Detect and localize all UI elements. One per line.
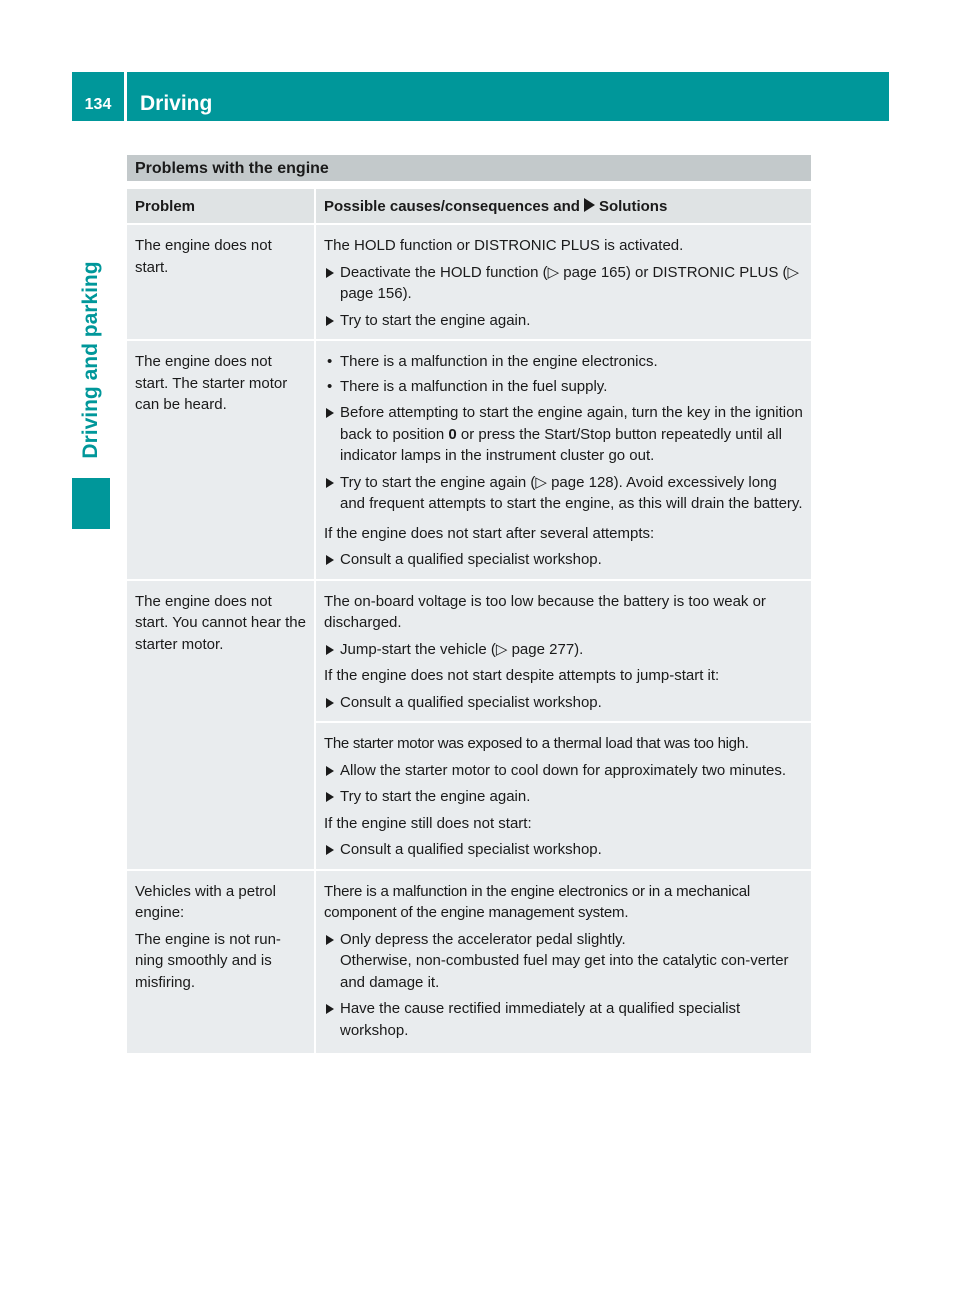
solution-cell bbox=[314, 341, 811, 579]
side-tab-marker bbox=[72, 478, 110, 529]
page-number: 134 bbox=[84, 96, 112, 113]
solution-block bbox=[316, 871, 811, 1054]
solution-block bbox=[316, 225, 811, 339]
note-text: If the engine does not start despite attempts to jump-start it: bbox=[324, 667, 720, 684]
problem-text: The engine does not start. bbox=[135, 237, 272, 276]
col-header-solutions bbox=[314, 189, 811, 223]
note-text: If the engine still does not start: bbox=[324, 814, 532, 832]
problem-cell bbox=[127, 871, 314, 1054]
action-step: Allow the starter motor to cool down for approximately two minutes. bbox=[324, 760, 803, 782]
table-title: Problems with the engine bbox=[127, 155, 811, 181]
problem-cell bbox=[127, 581, 314, 869]
solution-block bbox=[316, 581, 811, 722]
action-step: Consult a qualified specialist workshop. bbox=[324, 549, 803, 571]
header-divider bbox=[124, 72, 127, 121]
solution-block bbox=[316, 721, 811, 869]
action-step: Consult a qualified specialist workshop. bbox=[324, 839, 803, 861]
problem-cell bbox=[127, 341, 314, 579]
table-header-row bbox=[127, 189, 811, 223]
play-arrow-icon bbox=[584, 198, 595, 212]
problems-table bbox=[127, 189, 811, 1053]
action-step: Deactivate the HOLD function (▷ page 165) or DISTRONIC PLUS (▷ page 156). bbox=[324, 262, 803, 305]
cause-text: There is a malfunction in the engine electronics or in a mechanical component of the engine management system. bbox=[324, 882, 751, 921]
action-step: Jump-start the vehicle (▷ page 277). bbox=[324, 639, 803, 661]
table-row bbox=[127, 581, 811, 869]
cause-bullet: • There is a malfunction in the fuel supply. bbox=[324, 376, 803, 398]
side-tab-label: Driving and parking bbox=[79, 261, 102, 459]
action-step: Try to start the engine again. bbox=[324, 786, 803, 808]
action-step: Have the cause rectified immediately at a qualified specialist workshop. bbox=[324, 998, 803, 1041]
solution-cell bbox=[314, 225, 811, 339]
section-title: Driving bbox=[140, 92, 213, 115]
action-step: Consult a qualified specialist workshop. bbox=[324, 692, 803, 714]
col-header-solutions-text: Possible causes/consequences and bbox=[324, 198, 580, 215]
table-row bbox=[127, 871, 811, 1054]
solution-block bbox=[316, 341, 811, 579]
cause-bullet: • There is a malfunction in the engine electronics. bbox=[324, 351, 803, 373]
col-header-solutions-suffix: Solutions bbox=[598, 198, 668, 215]
cause-text: The starter motor was exposed to a thermal load that was too high. bbox=[324, 735, 749, 752]
cause-text: The on-board voltage is too low because the battery is too weak or discharged. bbox=[324, 592, 766, 631]
problem-text: Vehicles with a petrol engine: bbox=[135, 882, 276, 921]
action-step-note: Otherwise, non-combusted fuel may get into the catalytic con-verter and damage it. bbox=[340, 952, 789, 991]
col-header-problem: Problem bbox=[135, 198, 196, 215]
key-position: 0 bbox=[448, 425, 457, 443]
action-step: Try to start the engine again. bbox=[324, 310, 803, 332]
solution-cell bbox=[314, 871, 811, 1054]
solution-cell bbox=[314, 581, 811, 869]
note-text: If the engine does not start after several attempts: bbox=[324, 524, 655, 542]
action-step: Try to start the engine again (▷ page 128). Avoid excessively long and frequent attempts to start the engine, as this will drain the battery. bbox=[324, 472, 803, 515]
action-step: Only depress the accelerator pedal slightly. bbox=[324, 929, 803, 951]
table-row bbox=[127, 225, 811, 339]
side-tab bbox=[72, 240, 110, 480]
problem-cell bbox=[127, 225, 314, 339]
problem-text: The engine is not run-ning smoothly and is misfiring. bbox=[135, 930, 281, 991]
action-step-text-cont: or press the Start/Stop button repeatedly until all indicator lamps in the instrument cluster go out. bbox=[340, 425, 782, 464]
action-step-text: Before attempting to start the engine again, turn the key in the ignition back to position bbox=[340, 404, 803, 443]
problem-text: The engine does not start. The starter motor can be heard. bbox=[135, 353, 288, 413]
table-row bbox=[127, 341, 811, 579]
cause-text: The HOLD function or DISTRONIC PLUS is activated. bbox=[324, 237, 684, 254]
problem-text: The engine does not start. You cannot hear the starter motor. bbox=[135, 592, 306, 653]
action-step bbox=[324, 402, 803, 467]
